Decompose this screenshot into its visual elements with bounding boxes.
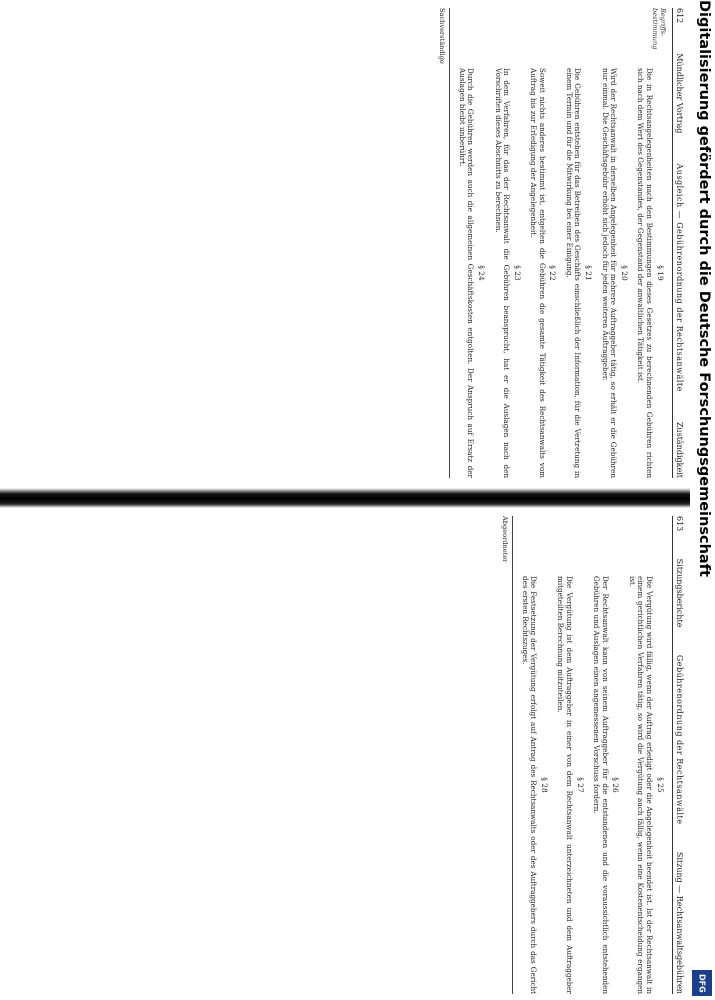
top-page-rule (449, 8, 450, 478)
top-page-margin-note (526, 8, 559, 62)
top-page-right-header: Zuständigkeit (675, 421, 684, 478)
bottom-page-paragraph-body (589, 576, 622, 994)
bottom-page-header (672, 516, 684, 994)
top-page (0, 0, 690, 488)
top-page-paragraph-text: Durch die Gebühren werden auch die allgemeinen Geschäftskosten entgolten. Der Anspruch auf Ersatz der Auslagen bleibt unberührt. (457, 68, 476, 478)
bottom-page-paragraph-body (517, 576, 550, 994)
bottom-page-title: Gebührenordnung der Rechtsanwälte (675, 654, 684, 825)
bottom-page-section-mark: § 27 (575, 777, 585, 793)
bottom-page-paragraph-body (553, 576, 586, 994)
bottom-page-paragraph-text: Die Festsetzung der Vergütung erfolgt auf Antrag des Rechtsanwalts oder des Auftraggebers durch das Gericht des ersten Rechtszuges. (520, 576, 539, 994)
bottom-page-paragraph-body (624, 576, 665, 994)
bottom-page-section-mark: § 25 (655, 777, 665, 793)
bottom-page (0, 508, 690, 1000)
bottom-page-left-header: Sitzungsberichte (675, 558, 684, 628)
page-fold-divider (0, 488, 690, 508)
top-page-paragraph-text: Wird der Rechtsanwalt in derselben Angelegenheit für mehrere Auftraggeber tätig, so erhält er die Gebühren nur einmal. Die Geschäftsgebühr erhöht sich jedoch für jeden weiteren Auftraggeber. (600, 68, 619, 478)
top-page-paragraph-row (633, 8, 666, 478)
top-page-margin-note (454, 8, 487, 62)
top-page-title: Ausgleich — Gebührenordnung der Rechtsanwälte (675, 163, 684, 392)
bottom-page-rule (512, 516, 513, 994)
footer-credit-text: Digitalisierung gefördert durch die Deutsche Forschungsgemeinschaft (696, 0, 712, 577)
top-page-paragraph-body (633, 68, 666, 478)
top-page-header (672, 8, 684, 478)
bottom-page-paragraph-text: Die Vergütung wird fällig, wenn der Auftrag erledigt oder die Angelegenheit beendet ist. Ist der Rechtsanwalt in einem gerichtlichen Verfahren tätig, so wird die Vergütung auch fällig, wenn eine Kostenentscheidung ergangen ist. (627, 576, 654, 994)
top-page-paragraph-row (597, 8, 630, 478)
top-page-paragraph-body (597, 68, 630, 478)
top-page-paragraph-row (490, 8, 523, 478)
top-page-paragraph-text: Die Gebühren entstehen für das Betreiben des Geschäfts einschließlich der Information, für die Vertretung in einem Termin und für die Mitwirkung bei einer Einigung. (564, 68, 583, 478)
bottom-page-section-mark: § 26 (611, 777, 621, 793)
bottom-page-paragraph-row (553, 516, 586, 994)
bottom-page-paragraph-row (517, 516, 550, 994)
bottom-page-content (12, 516, 684, 994)
top-page-closing: Sachverständige (438, 8, 447, 64)
top-page-paragraph-row (526, 8, 559, 478)
dfg-logo: DFG (692, 970, 712, 996)
top-page-section-mark: § 23 (512, 265, 522, 281)
top-page-section-mark: § 21 (584, 265, 594, 281)
top-page-number: 612 (675, 8, 684, 24)
bottom-page-paragraph-text: Der Rechtsanwalt kann von seinem Auftraggeber für die entstandenen und die voraussichtlich entstehenden Gebühren und Auslagen einen angemessenen Vorschuss fordern. (592, 576, 610, 994)
bottom-page-margin-note (517, 516, 550, 570)
bottom-page-margin-note (589, 516, 622, 570)
bottom-page-margin-note (624, 516, 665, 570)
top-page-paragraph-text: Soweit nichts anderes bestimmt ist, entgelten die Gebühren die gesamte Tätigkeit des Rechtsanwalts vom Auftrag bis zur Erledigung der Angelegenheit. (529, 68, 547, 478)
bottom-page-closing: Abgeordneter (501, 516, 510, 563)
top-page-content (12, 8, 684, 478)
top-page-paragraph-text: Die in Rechtsangelegenheiten nach den Bestimmungen dieses Gesetzes zu berechnenden Gebühren richten sich nach dem Wert des Gegenstandes, der Gegenstand der anwaltlichen Tätigkeit ist. (636, 68, 654, 478)
bottom-page-section-mark: § 28 (539, 777, 549, 793)
bottom-page-paragraph-row (624, 516, 665, 994)
top-page-margin-note: Begriffs- bestimmung (650, 8, 667, 50)
top-page-section-mark: § 19 (655, 265, 665, 281)
digitization-footer (690, 0, 715, 1000)
top-page-margin-note (490, 8, 523, 62)
top-page-margin-note (561, 8, 594, 62)
top-page-paragraph-body (526, 68, 559, 478)
bottom-page-number: 613 (675, 516, 684, 532)
bottom-page-paragraphs (517, 516, 665, 994)
bottom-page-paragraph-text: Die Vergütung ist dem Auftraggeber in einer von dem Rechtsanwalt unterzeichneten und dem Auftraggeber mitgeteilten Berechnung mitzuteilen. (556, 576, 574, 994)
top-page-paragraph-row (561, 8, 594, 478)
top-page-margin-note (597, 8, 630, 62)
top-page-paragraph-row (454, 8, 487, 478)
top-page-section-mark: § 24 (477, 265, 487, 281)
bottom-page-right-header: Sitzung — Rechtsanwaltsgebühren (675, 851, 684, 994)
bottom-page-paragraph-row (589, 516, 622, 994)
top-page-paragraph-body (454, 68, 487, 478)
top-page-paragraph-body (490, 68, 523, 478)
top-page-left-header: Mündlicher Vortrag (675, 53, 684, 134)
top-page-paragraph-text: In dem Verfahren, für das der Rechtsanwalt die Gebühren beansprucht, hat er die Auslagen nach den Vorschriften dieses Abschnitts zu berechnen. (493, 68, 512, 478)
top-page-section-mark: § 22 (548, 265, 558, 281)
top-page-paragraphs (454, 8, 665, 478)
bottom-page-margin-note (553, 516, 586, 570)
top-page-paragraph-body (561, 68, 594, 478)
top-page-section-mark: § 20 (619, 265, 629, 281)
